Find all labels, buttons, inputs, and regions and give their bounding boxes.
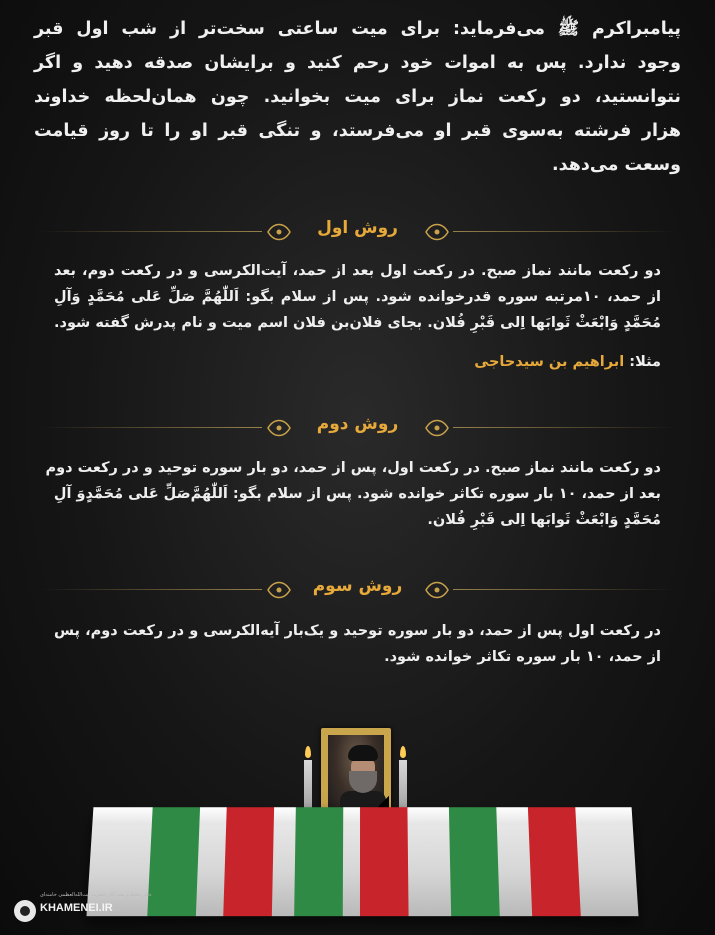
example-line [474, 354, 661, 370]
text-line: دو رکعت مانند نماز صبح. در رکعت اول بعد از حمد، آیت‌الکرسی و در رکعت دوم، بعد [54, 263, 661, 279]
logo-brand: KHAMENEI.IR [40, 902, 113, 914]
section-title: روش اول [317, 218, 398, 238]
intro-paragraph [34, 12, 681, 182]
logo-subtitle: دفتر حفظ و نشر آثار حضرت آیت‌الله‌العظمی خامنه‌ای [40, 892, 152, 898]
section-1-text [54, 258, 661, 336]
section-heading-2 [40, 414, 675, 442]
section-3-text [54, 618, 661, 670]
emblem-icon [14, 900, 36, 922]
text-line: از حمد، ۱۰ بار سوره تکاثر خوانده شود. [384, 649, 661, 665]
text-line: دو رکعت مانند نماز صبح. در رکعت اول، پس از حمد، دو بار سوره توحید و در رکعت دوم [45, 460, 661, 476]
text-line: مُحَمَّدٍ وَابْعَثْ ثَوابَها اِلی قَبْرِ فُلان. بجای فلان‌بن فلان اسم میت و نام پدرش گفته شود. [54, 315, 661, 331]
example-label: مثلا: [629, 354, 661, 370]
text-line: در رکعت اول پس از حمد، دو بار سوره توحید و یک‌بار آیه‌الکرسی و در رکعت دوم، پس [54, 623, 661, 639]
example-name: ابراهیم بن سیدحاجی [474, 354, 625, 370]
intro-line: پیامبراکرم ﷺ می‌فرماید: برای میت ساعتی سخت‌تر از شب اول قبر [34, 19, 681, 39]
intro-line: نتوانستید، دو رکعت نماز برای میت بخوانید. چون همان‌لحظه خداوند [34, 87, 681, 107]
section-title: روش دوم [316, 414, 399, 434]
section-title: روش سوم [312, 576, 403, 596]
text-line: مُحَمَّدٍ وَابْعَثْ ثَوابَها اِلی قَبْرِ فُلان. [427, 512, 661, 528]
coffin-illustration [90, 720, 635, 920]
khamenei-logo [10, 888, 152, 928]
intro-line: وجود ندارد. پس به اموات خود رحم کنید و برایشان صدقه دهید و اگر [34, 53, 681, 73]
section-heading-3 [40, 576, 675, 604]
intro-line: وسعت می‌دهد. [552, 155, 681, 175]
text-line: از حمد، ۱۰مرتبه سوره قدرخوانده شود. پس از سلام بگو: اَللّٰهُمَّ صَلِّ عَلی مُحَمَّدٍ وَآلِ [54, 289, 661, 305]
section-heading-1 [40, 218, 675, 246]
flag-draped-coffin [86, 807, 638, 916]
candle-flame-icon [400, 746, 406, 758]
intro-line: هزار فرشته به‌سوی قبر او می‌فرستد، و تنگی قبر او را تا روز قیامت [34, 121, 681, 141]
section-2-text [45, 455, 661, 533]
candle-flame-icon [305, 746, 311, 758]
text-line: بعد از حمد، ۱۰ بار سوره تکاثر خوانده شود. پس از سلام بگو: اَللّٰهُمَّ‌صَلِّ عَلی مُحَمَّدٍوَ آلِ [53, 486, 661, 502]
portrait-frame [321, 728, 391, 820]
